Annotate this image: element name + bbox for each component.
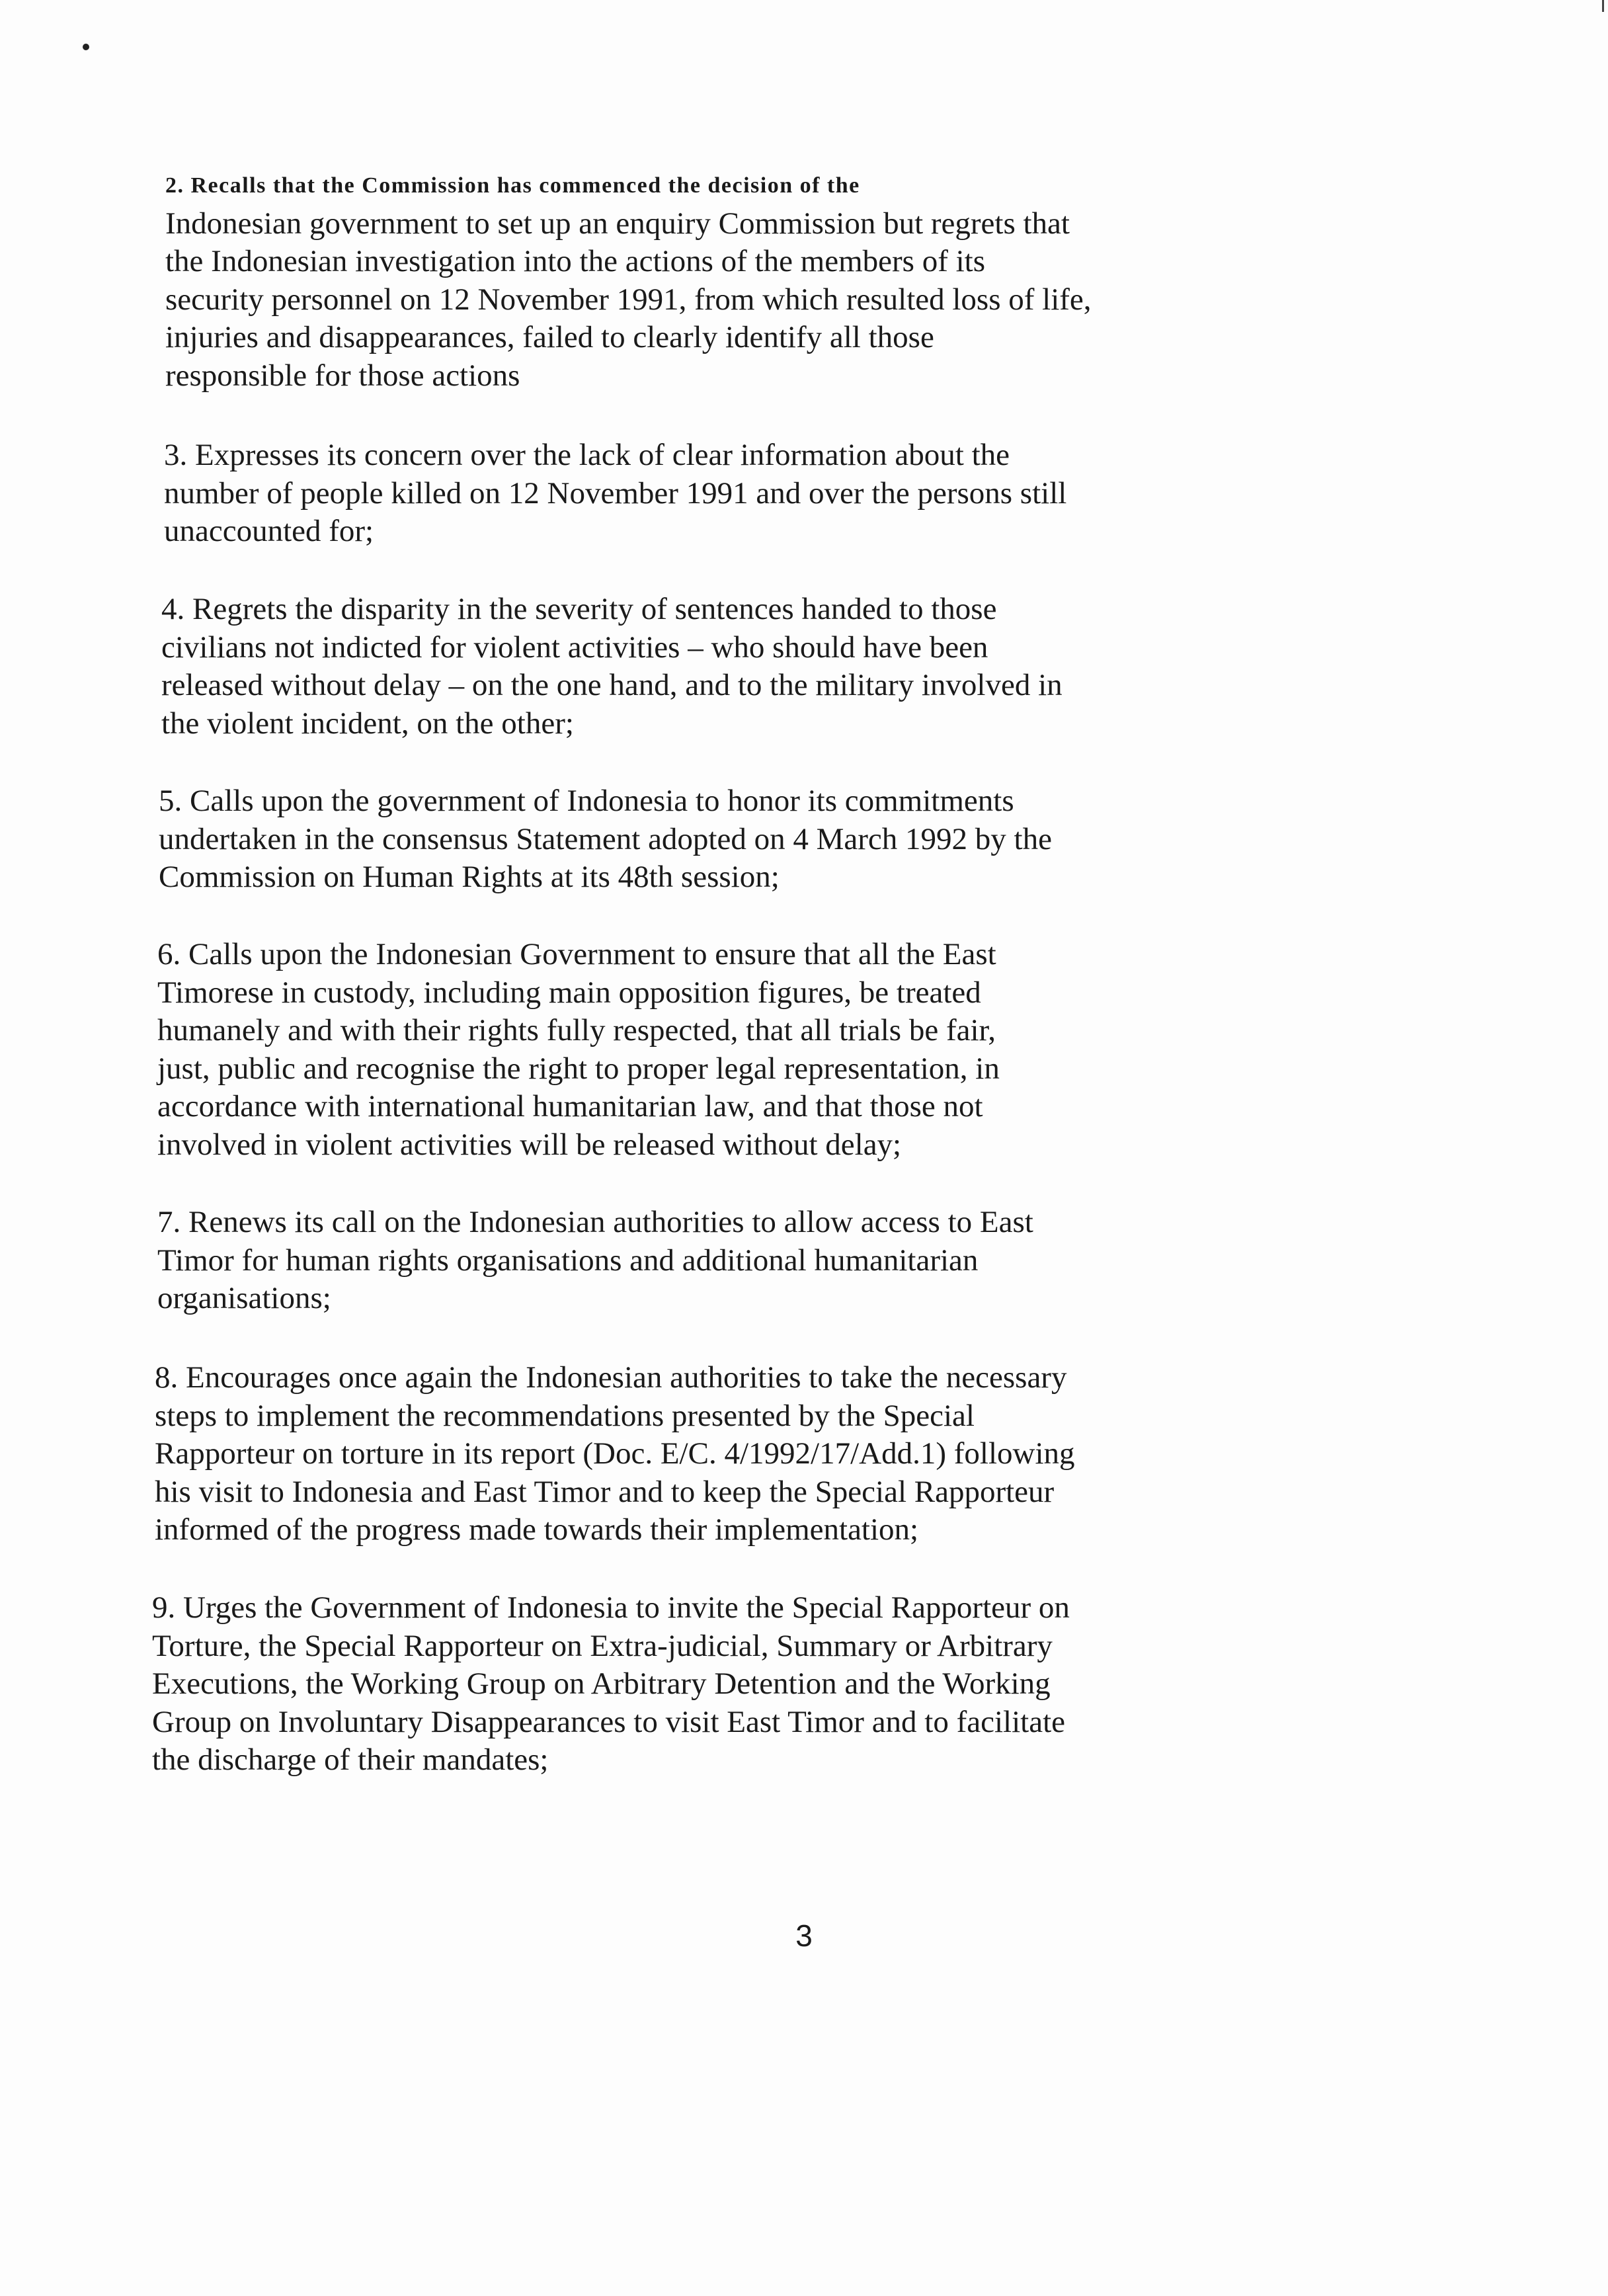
paragraph-line: Timorese in custody, including main opposition figures, be treated xyxy=(157,975,981,1010)
paragraph-line: the violent incident, on the other; xyxy=(161,706,574,741)
paragraph-line: 8. Encourages once again the Indonesian authorities to take the necessary xyxy=(155,1360,1067,1395)
paragraph-9 xyxy=(152,1589,1369,1780)
paragraph-line: involved in violent activities will be released without delay; xyxy=(157,1127,902,1162)
paragraph-2 xyxy=(165,167,1382,395)
page-number: 3 xyxy=(795,1918,813,1953)
paragraph-line: 9. Urges the Government of Indonesia to invite the Special Rapporteur on xyxy=(152,1590,1070,1625)
bullet-mark xyxy=(83,44,89,50)
paragraph-line: number of people killed on 12 November 1991 and over the persons still xyxy=(164,475,1067,511)
paragraph-line: the Indonesian investigation into the actions of the members of its xyxy=(165,244,986,278)
paragraph-line: Timor for human rights organisations and additional humanitarian xyxy=(157,1243,979,1278)
paragraph-6 xyxy=(157,936,1374,1164)
paragraph-line: accordance with international humanitarian law, and that those not xyxy=(157,1089,983,1124)
paragraph-line: Rapporteur on torture in its report (Doc. E/C. 4/1992/17/Add.1) following xyxy=(155,1436,1075,1471)
paragraph-line: 6. Calls upon the Indonesian Government to ensure that all the East xyxy=(157,937,996,971)
paragraph-line: 3. Expresses its concern over the lack of clear information about the xyxy=(164,438,1010,472)
paragraph-line: the discharge of their mandates; xyxy=(152,1742,549,1777)
paragraph-line: civilians not indicted for violent activities – who should have been xyxy=(161,630,988,665)
paragraph-line: humanely and with their rights fully respected, that all trials be fair, xyxy=(157,1013,996,1047)
paragraph-line: 5. Calls upon the government of Indonesia to honor its commitments xyxy=(159,784,1014,818)
paragraph-7 xyxy=(157,1204,1374,1318)
paragraph-line: Indonesian government to set up an enquiry Commission but regrets that xyxy=(165,206,1070,241)
paragraph-line: unaccounted for; xyxy=(164,514,374,548)
paragraph-4 xyxy=(161,591,1378,743)
paragraph-line: steps to implement the recommendations presented by the Special xyxy=(155,1398,975,1433)
paragraph-line: 7. Renews its call on the Indonesian authorities to allow access to East xyxy=(157,1205,1033,1239)
paragraph-line: his visit to Indonesia and East Timor and to keep the Special Rapporteur xyxy=(155,1474,1055,1509)
paragraph-line: security personnel on 12 November 1991, from which resulted loss of life, xyxy=(165,282,1092,317)
paragraph-lead-line: 2. Recalls that the Commission has commenced the decision of the xyxy=(165,173,860,198)
paragraph-line: 4. Regrets the disparity in the severity of sentences handed to those xyxy=(161,592,997,626)
paragraph-line: just, public and recognise the right to proper legal representation, in xyxy=(157,1051,1000,1086)
paragraph-line: injuries and disappearances, failed to clearly identify all those xyxy=(165,320,934,354)
paragraph-line: released without delay – on the one hand, and to the military involved in xyxy=(161,668,1063,702)
paragraph-line: Group on Involuntary Disappearances to visit East Timor and to facilitate xyxy=(152,1704,1065,1739)
paragraph-line: Commission on Human Rights at its 48th session; xyxy=(159,860,780,894)
paragraph-line: organisations; xyxy=(157,1281,331,1315)
paragraph-line: responsible for those actions xyxy=(165,358,520,393)
paragraph-line: undertaken in the consensus Statement adopted on 4 March 1992 by the xyxy=(159,821,1052,856)
paragraph-line: Executions, the Working Group on Arbitrary Detention and the Working xyxy=(152,1666,1051,1701)
paragraph-5 xyxy=(159,782,1375,897)
paragraph-line: informed of the progress made towards their implementation; xyxy=(155,1512,919,1547)
paragraph-8 xyxy=(155,1359,1371,1549)
paragraph-3 xyxy=(164,436,1381,551)
paragraph-line: Torture, the Special Rapporteur on Extra-judicial, Summary or Arbitrary xyxy=(152,1628,1053,1663)
scan-edge-mark xyxy=(1602,0,1604,12)
